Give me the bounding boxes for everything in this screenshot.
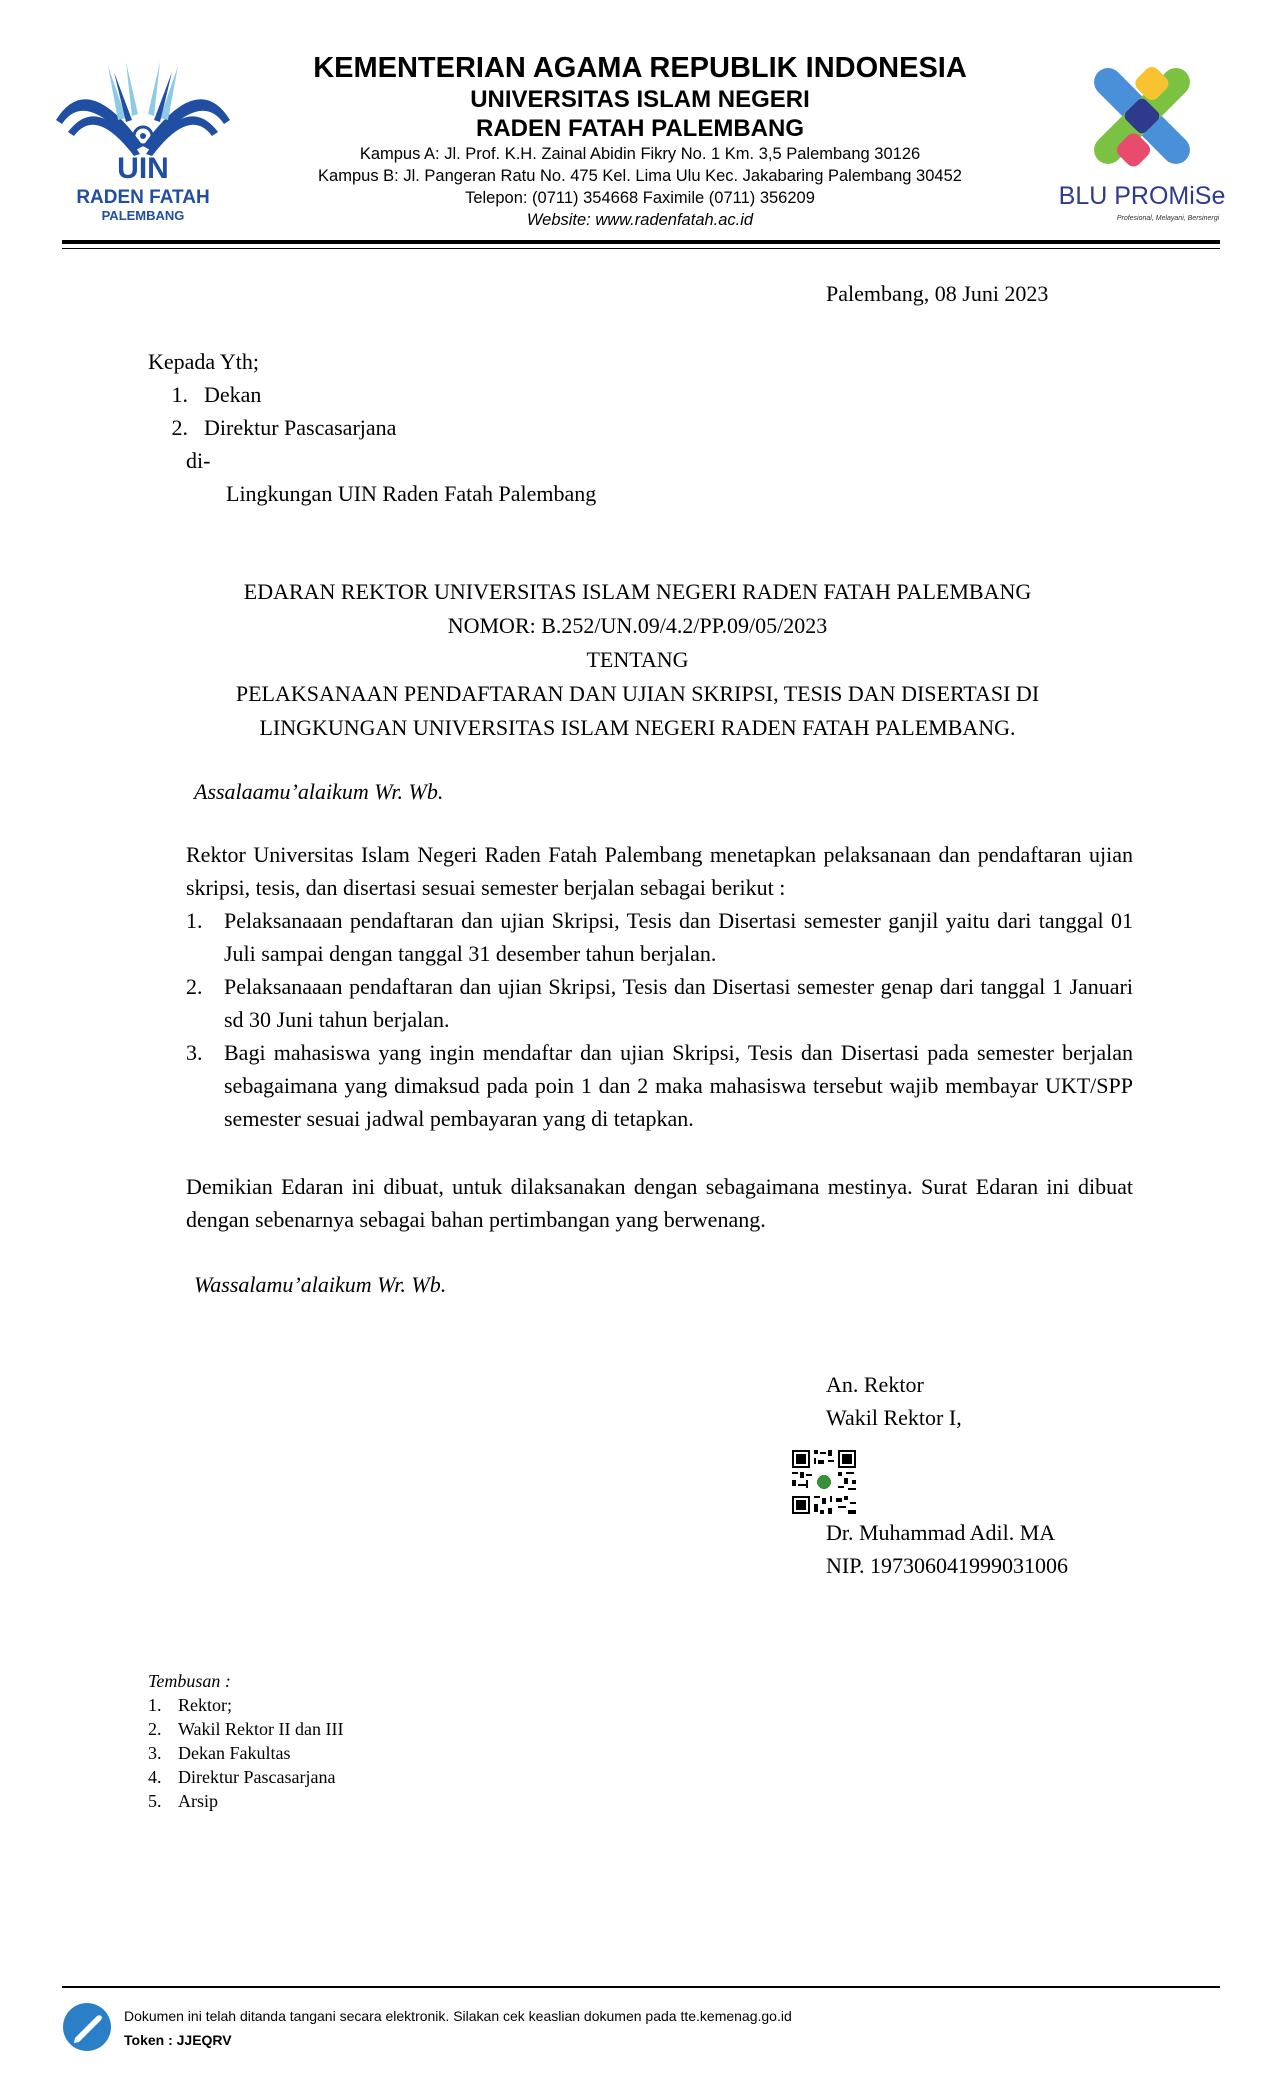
kepada-label: Kepada Yth; <box>148 349 259 374</box>
logo-brand-text: BLU PROMiSe <box>1058 182 1226 210</box>
signer-nip: NIP. 197306041999031006 <box>826 1553 1069 1578</box>
logo-city-text: PALEMBANG <box>101 208 185 223</box>
logo-name-text: RADEN FATAH <box>76 187 210 208</box>
phone-fax: Telepon: (0711) 354668 Faximile (0711) 356209 <box>465 189 815 207</box>
qr-code <box>790 1448 858 1516</box>
header-rule-thin <box>62 248 1220 249</box>
intro-paragraph: Rektor Universitas Islam Negeri Raden Fatah Palembang menetapkan pelaksanaan dan pendaftaran ujian skripsi, tesis, dan disertasi sesuai semester berjalan sebagai berikut : <box>186 842 1133 900</box>
signer-name: Dr. Muhammad Adil. MA <box>826 1520 1056 1545</box>
list-item: 2. Pelaksanaaan pendaftaran dan ujian Skripsi, Tesis dan Disertasi semester genap dari tanggal 1 Januari sd 30 Juni tahun berjalan. <box>186 974 1133 1032</box>
uin-raden-fatah-logo <box>48 58 238 223</box>
di-label: di- <box>186 448 211 473</box>
tembusan-label: Tembusan : <box>148 1671 231 1691</box>
circular-title <box>150 575 1125 745</box>
list-item: 4. Direktur Pascasarjana <box>148 1767 336 1787</box>
title-line: EDARAN REKTOR UNIVERSITAS ISLAM NEGERI RADEN FATAH PALEMBANG <box>243 579 1032 604</box>
e-signature-icon <box>62 2002 112 2052</box>
recipient-list <box>148 378 748 444</box>
recipient-location: Lingkungan UIN Raden Fatah Palembang <box>226 481 597 506</box>
logo-tagline-text: Profesional, Melayani, Bersinergi <box>1116 215 1220 222</box>
footer-rule <box>62 1986 1220 1988</box>
list-item: 1. Pelaksanaaan pendaftaran dan ujian Skripsi, Tesis dan Disertasi semester ganjil yaitu dari tanggal 01 Juli sampai dengan tanggal 31 desember tahun berjalan. <box>186 908 1133 966</box>
blu-promise-logo <box>1050 58 1235 228</box>
greeting: Assalaamu’alaikum Wr. Wb. <box>194 779 444 804</box>
letterhead <box>250 52 1030 231</box>
closing-paragraph: Demikian Edaran ini dibuat, untuk dilaksanakan dengan sebagaimana mestinya. Surat Edaran ini dibuat dengan sebenarnya sebagai bahan pertimbangan yang berwenang. <box>186 1174 1133 1232</box>
carbon-copy-list <box>148 1669 344 1813</box>
footer-note: Dokumen ini telah ditanda tangani secara elektronik. Silakan cek keaslian dokumen pada tte.kemenag.go.id <box>124 2008 792 2024</box>
title-line: TENTANG <box>586 647 689 672</box>
recipient-item: 2. Direktur Pascasarjana <box>171 415 397 440</box>
university-name-line2: RADEN FATAH PALEMBANG <box>476 115 804 142</box>
footer-text <box>124 2004 792 2052</box>
campus-b-address: Kampus B: Jl. Pangeran Ratu No. 475 Kel. Lima Ulu Kec. Jakabaring Palembang 30452 <box>318 167 962 185</box>
logo-uin-text: UIN <box>117 152 169 185</box>
list-item: 1. Rektor; <box>148 1695 232 1715</box>
sign-on-behalf: An. Rektor <box>826 1372 924 1397</box>
university-name-line1: UNIVERSITAS ISLAM NEGERI <box>470 86 810 113</box>
list-item: 3. Bagi mahasiswa yang ingin mendaftar dan ujian Skripsi, Tesis dan Disertasi pada semester berjalan sebagaimana yang dimaksud pada poin 1 dan 2 maka mahasiswa tersebut wajib membayar UKT/SPP semester sesuai jadwal pembayaran yang di tetapkan. <box>186 1040 1133 1131</box>
website: Website: www.radenfatah.ac.id <box>526 211 754 229</box>
signature-block <box>826 1368 962 1434</box>
letter-date: Palembang, 08 Juni 2023 <box>826 281 1049 306</box>
title-line: PELAKSANAAN PENDAFTARAN DAN UJIAN SKRIPSI, TESIS DAN DISERTASI DI <box>235 681 1040 706</box>
sign-position: Wakil Rektor I, <box>826 1405 962 1430</box>
title-line: LINGKUNGAN UNIVERSITAS ISLAM NEGERI RADEN FATAH PALEMBANG. <box>259 715 1016 740</box>
footer-token: Token : JJEQRV <box>124 2032 232 2048</box>
title-number: NOMOR: B.252/UN.09/4.2/PP.09/05/2023 <box>447 613 828 638</box>
ministry-name: KEMENTERIAN AGAMA REPUBLIK INDONESIA <box>313 52 967 84</box>
list-item: 2. Wakil Rektor II dan III <box>148 1719 344 1739</box>
closing-greeting: Wassalamu’alaikum Wr. Wb. <box>194 1272 447 1297</box>
recipient-item: 1. Dekan <box>171 382 262 407</box>
list-item: 5. Arsip <box>148 1791 218 1811</box>
signer-block <box>826 1516 1068 1582</box>
provision-list <box>186 904 1133 1135</box>
header-rule-thick <box>62 240 1220 244</box>
campus-a-address: Kampus A: Jl. Prof. K.H. Zainal Abidin Fikry No. 1 Km. 3,5 Palembang 30126 <box>359 145 921 163</box>
list-item: 3. Dekan Fakultas <box>148 1743 291 1763</box>
